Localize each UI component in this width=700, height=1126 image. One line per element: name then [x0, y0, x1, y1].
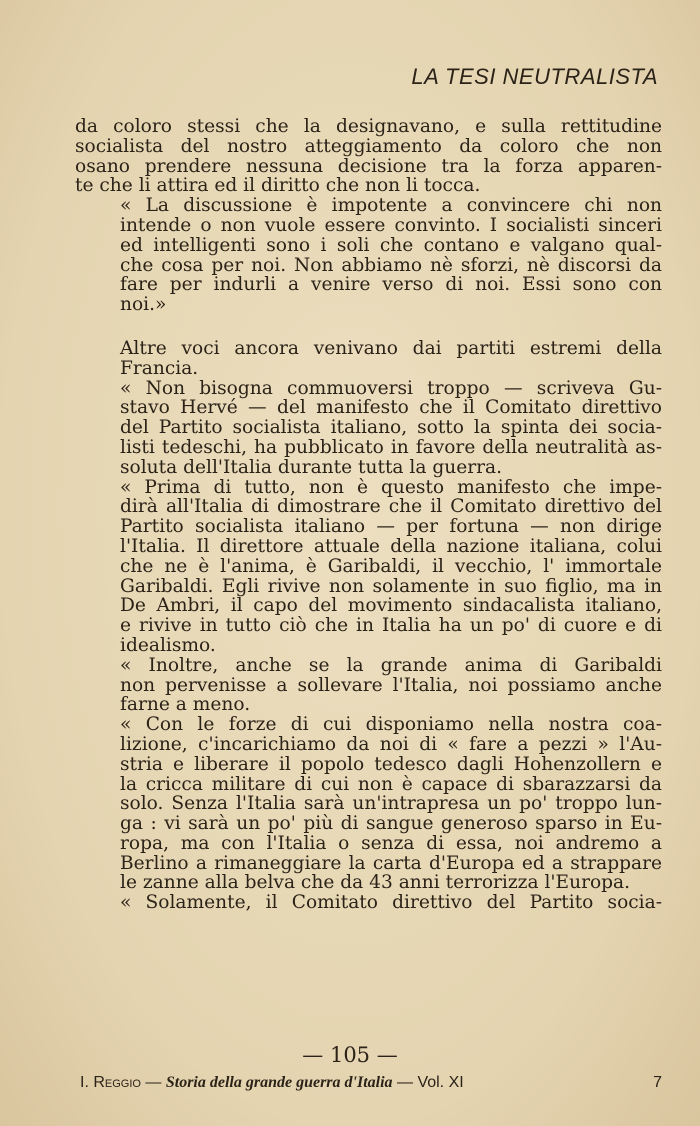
- text-line: « Prima di tutto, non è questo manifesto che impe-: [120, 476, 662, 498]
- text-line: lizione, c'incarichiamo da noi di « fare a pezzi » l'Au-: [120, 733, 662, 755]
- running-head: LA TESI NEUTRALISTA: [411, 64, 658, 89]
- paragraph: [75, 379, 662, 478]
- text-line: ed intelligenti sono i soli che contano e valgano qual-: [120, 234, 662, 256]
- text-line: « La discussione è impotente a convincere chi non: [120, 195, 662, 217]
- text-line: te che li attira ed il diritto che non li tocca.: [75, 175, 481, 197]
- text-line: listi tedeschi, ha pubblicato in favore della neutralità as-: [120, 436, 662, 458]
- text-line: stavo Hervé — del manifesto che il Comitato direttivo: [120, 397, 662, 419]
- text-line: idealismo.: [120, 634, 216, 656]
- text-line: le zanne alla belva che da 43 anni terrorizza l'Europa.: [120, 872, 631, 894]
- text-line: che cosa per noi. Non abbiamo nè sforzi, nè discorsi da: [120, 254, 662, 276]
- paragraph: [75, 339, 662, 379]
- text-line: Partito socialista italiano — per fortuna — non dirige: [120, 516, 662, 538]
- text-line: l'Italia. Il direttore attuale della nazione italiana, colui: [120, 535, 662, 557]
- text-line: osano prendere nessuna decisione tra la forza apparen-: [75, 155, 662, 177]
- text-line: De Ambri, il capo del movimento sindacalista italiano,: [120, 595, 662, 617]
- paragraph: [75, 117, 662, 196]
- signature-footer: [80, 1074, 662, 1092]
- body-text: [75, 117, 662, 913]
- text-line: noi.»: [120, 294, 167, 316]
- text-line: stria e liberare il popolo tedesco dagli Hohenzollern e: [120, 753, 662, 775]
- footer-volume: Vol. XI: [417, 1074, 464, 1091]
- text-line: che ne è l'anima, è Garibaldi, il vecchio, l' immortale: [120, 555, 662, 577]
- text-line: Berlino a rimaneggiare la carta d'Europa ed a strappare: [120, 852, 662, 874]
- footer-signature-mark: 7: [653, 1074, 662, 1091]
- text-line: da coloro stessi che la designavano, e sulla rettitudine: [75, 116, 662, 137]
- text-line: Altre voci ancora venivano dai partiti estremi della: [120, 337, 662, 359]
- footer-separator: —: [140, 1074, 166, 1091]
- text-line: « Solamente, il Comitato direttivo del Partito socia-: [120, 892, 662, 914]
- page-number: — 105 —: [302, 1043, 398, 1067]
- text-line: solo. Senza l'Italia sarà un'intrapresa un po' troppo lun-: [120, 793, 662, 815]
- text-line: Garibaldi. Egli rivive non solamente in suo figlio, ma in: [120, 575, 662, 597]
- text-line: « Non bisogna commuoversi troppo — scriveva Gu-: [120, 377, 662, 399]
- text-line: non pervenisse a sollevare l'Italia, noi possiamo anche: [120, 674, 662, 696]
- footer-citation: [80, 1074, 464, 1092]
- text-line: soluta dell'Italia durante tutta la guerra.: [120, 456, 503, 478]
- text-line: « Inoltre, anche se la grande anima di Garibaldi: [120, 654, 662, 676]
- text-line: farne a meno.: [120, 694, 251, 716]
- paragraph: [75, 893, 662, 913]
- footer-separator: —: [392, 1074, 418, 1091]
- paragraph: [75, 196, 662, 315]
- footer-book-title: Storia della grande guerra d'Italia: [165, 1074, 393, 1091]
- text-line: « Con le forze di cui disponiamo nella nostra coa-: [120, 714, 662, 736]
- footer-author: I. Reggio: [80, 1074, 141, 1091]
- paragraph: [75, 715, 662, 893]
- text-line: socialista del nostro atteggiamento da coloro che non: [75, 135, 662, 157]
- text-line: e rivive in tutto ciò che in Italia ha un po' di cuore e di: [120, 615, 662, 637]
- text-line: dirà all'Italia di dimostrare che il Comitato direttivo del: [120, 496, 662, 518]
- text-line: ropa, ma con l'Italia o senza di essa, noi andremo a: [120, 832, 662, 854]
- text-line: Francia.: [120, 357, 199, 379]
- paragraph: [75, 656, 662, 715]
- text-line: del Partito socialista italiano, sotto la spinta dei socia-: [120, 417, 662, 439]
- text-line: ga : vi sarà un po' più di sangue generoso sparso in Eu-: [120, 813, 662, 835]
- paragraph: [75, 478, 662, 656]
- text-line: fare per indurli a venire verso di noi. Essi sono con: [120, 274, 662, 296]
- text-line: intende o non vuole essere convinto. I socialisti sinceri: [120, 214, 662, 236]
- text-line: la cricca militare di cui non è capace di sbarazzarsi da: [120, 773, 662, 795]
